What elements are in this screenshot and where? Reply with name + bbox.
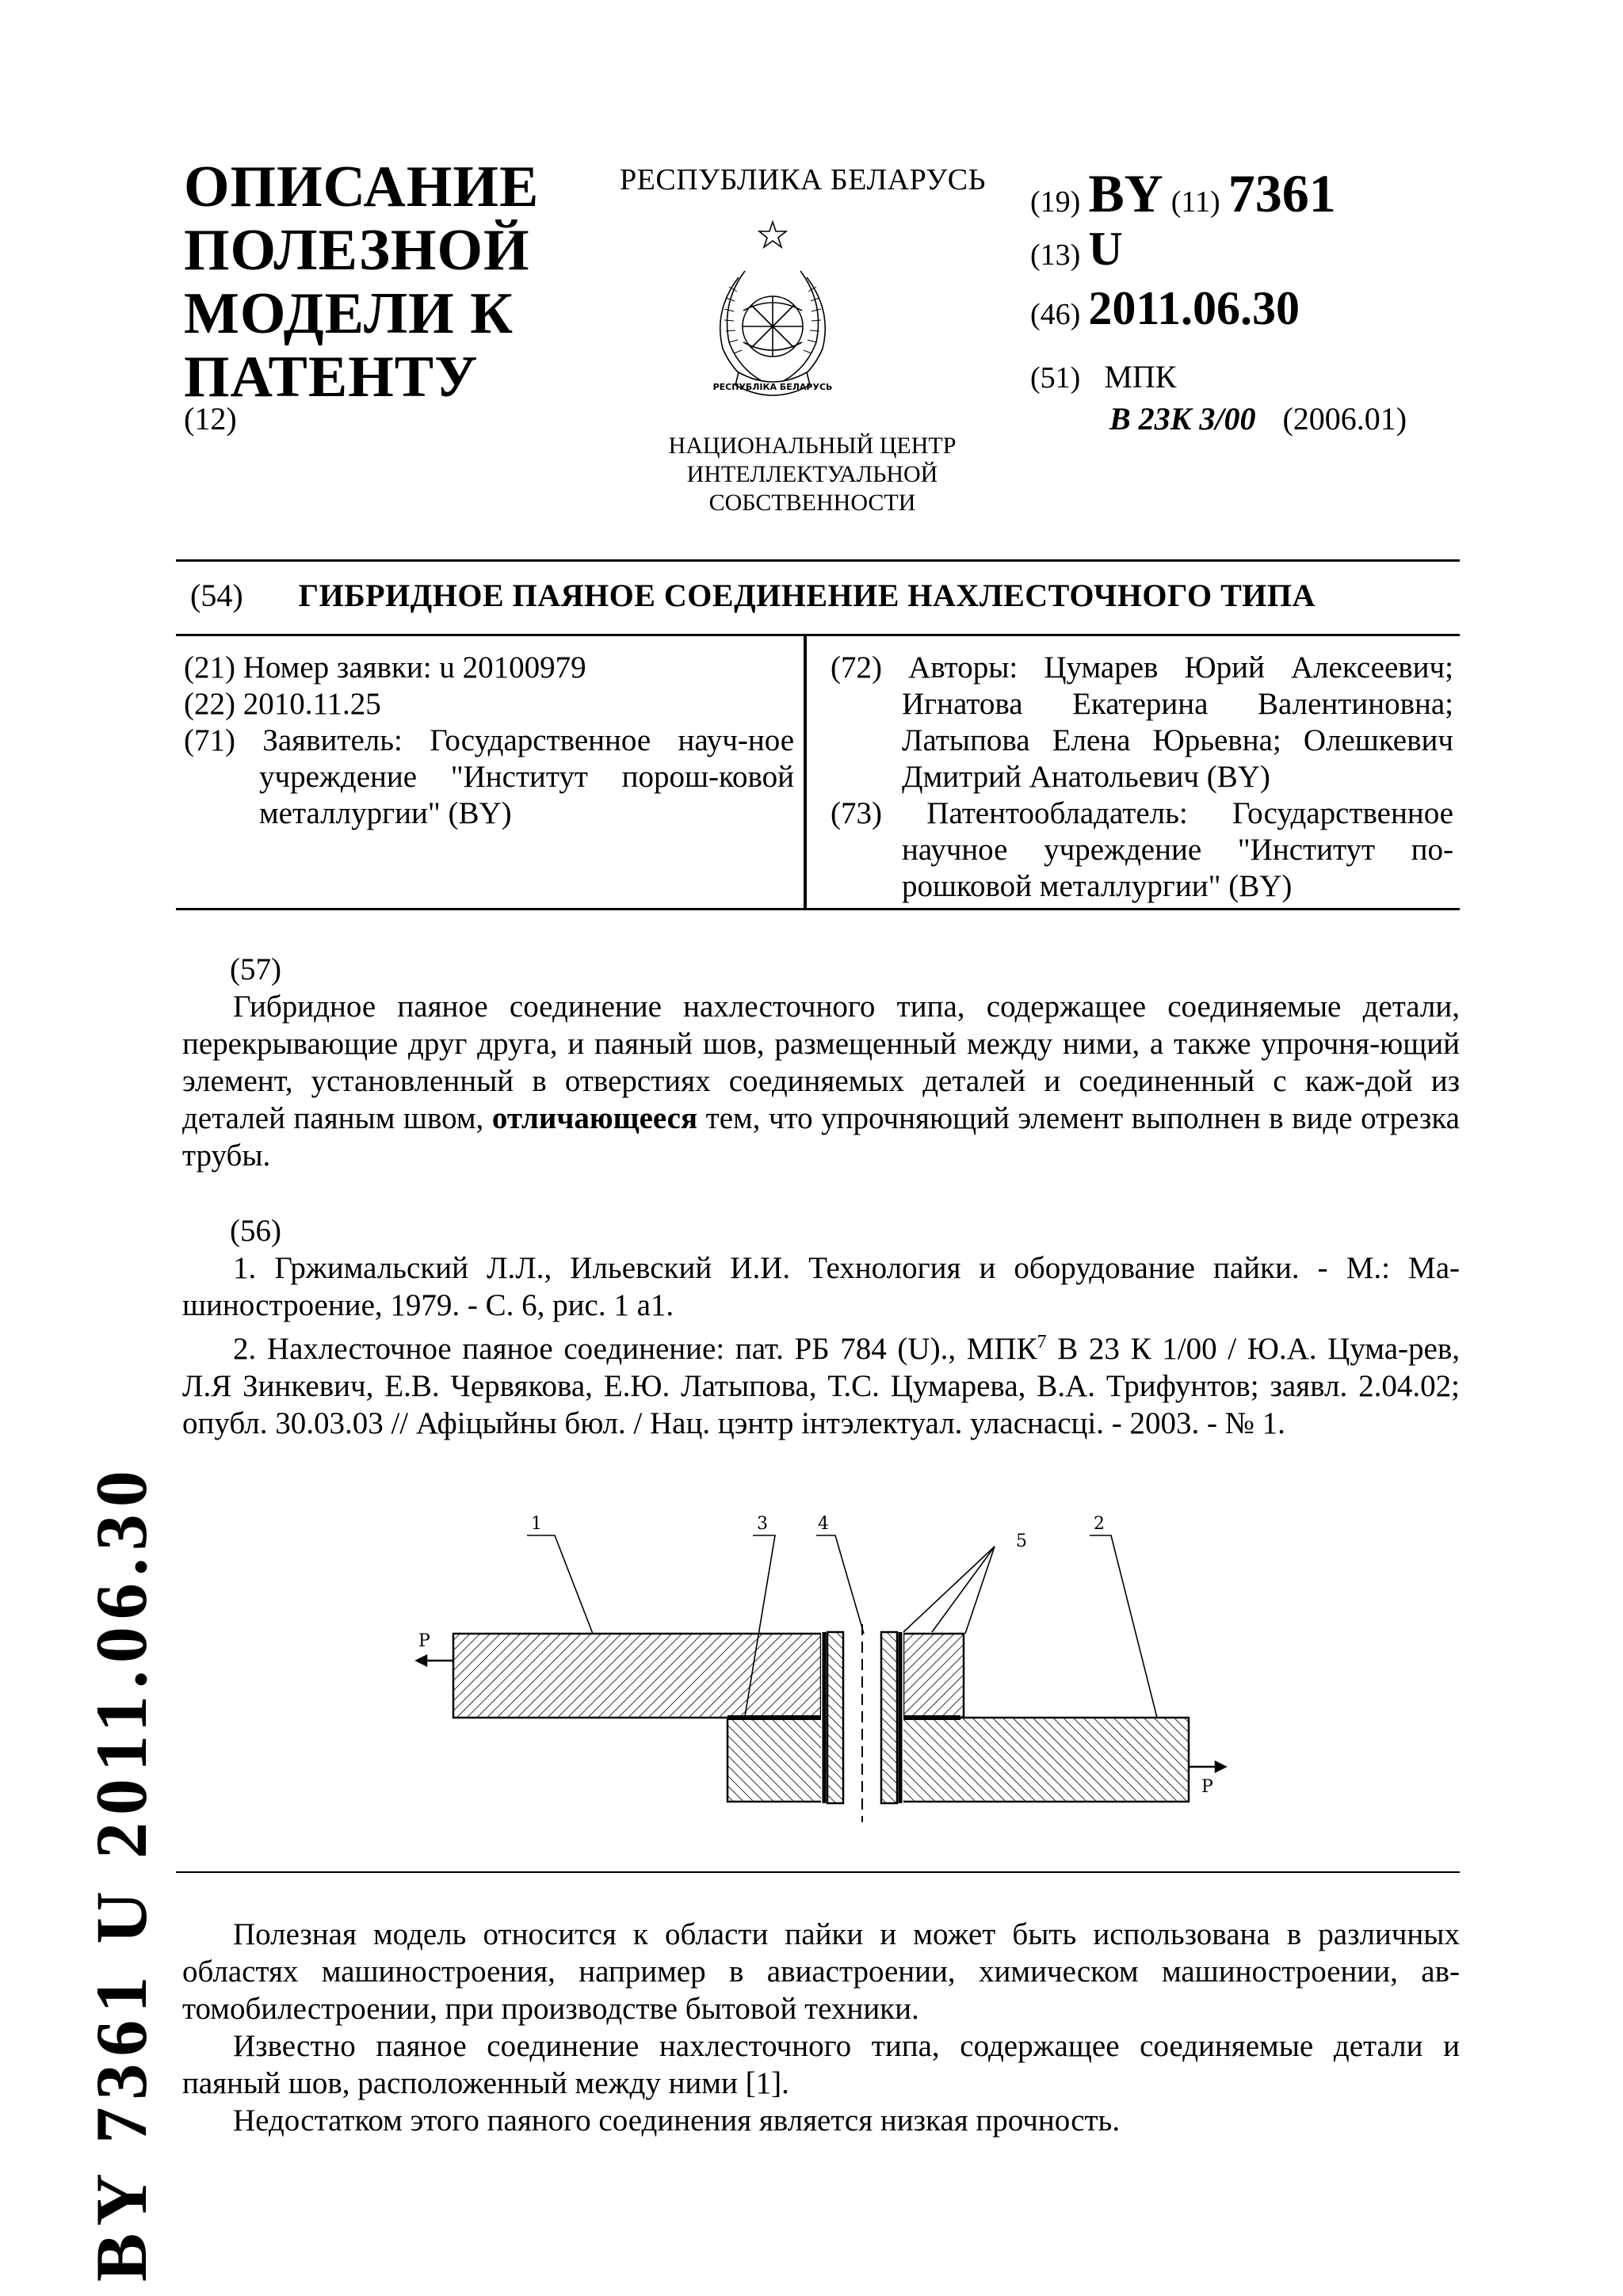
inid-54: (54) [190, 578, 243, 613]
country-code: BY [1088, 163, 1163, 223]
label-1: 1 [531, 1514, 542, 1534]
patent-number: 7361 [1228, 163, 1336, 223]
title-line: ПОЛЕЗНОЙ [184, 218, 530, 283]
emblem-ribbon-text: РЕСПУБЛІКА БЕЛАРУСЬ [712, 382, 833, 392]
divider [176, 634, 1460, 636]
references-section [182, 1212, 1460, 1442]
inid-11: (11) [1170, 185, 1220, 219]
office-name-line: ИНТЕЛЛЕКТУАЛЬНОЙ [686, 461, 938, 487]
reference-2-post: В 23 К 1/00 / Ю.А. Цума-рев, Л.Я Зинкевич, Е.В. Червякова, Е.Ю. Латыпова, Т.С. Цумарева, В.А. Трифунтов; заявл. 2.04.02; опубл. 30.03.03 // Афіцыйны бюл. / Нац. цэнтр інтэлектуал. уласнасці. - 2003. - № 1. [182, 1332, 1460, 1440]
label-force-right: P [1201, 1777, 1213, 1797]
reference-2-pre: 2. Нахлесточное паяное соединение: пат. РБ 784 (U)., МПК [233, 1332, 1037, 1366]
title-line: ОПИСАНИЕ [184, 154, 540, 219]
authors-column [831, 650, 1453, 905]
claim-text-post: тем, что упрочняющий элемент выполнен в виде отрезка трубы. [182, 1101, 1460, 1173]
divider [176, 908, 1460, 910]
divider [176, 559, 1460, 562]
filing-date: (22) 2010.11.25 [184, 687, 381, 721]
divider [176, 1871, 1460, 1873]
republic-name: РЕСПУБЛИКА БЕЛАРУСЬ [620, 163, 986, 196]
ipc-class: B 23K 3/00 [1109, 401, 1256, 437]
label-5: 5 [1016, 1531, 1027, 1551]
bib-kind [1030, 222, 1123, 277]
office-name [634, 432, 991, 517]
inid-51: (51) [1030, 361, 1081, 395]
claim-characterizing-word: отличающееся [491, 1101, 698, 1135]
reference-1: 1. Гржимальский Л.Л., Ильевский И.И. Технология и оборудование пайки. - М.: Ма-шиностроение, 1979. - С. 6, рис. 1 а1. [182, 1251, 1460, 1322]
title-line: МОДЕЛИ К [184, 281, 514, 346]
state-emblem [697, 215, 848, 414]
tube-wall-right [881, 1632, 897, 1803]
label-force-left: P [418, 1631, 430, 1651]
inid-57: (57) [230, 952, 281, 986]
inid-13: (13) [1030, 238, 1081, 272]
column-divider [804, 634, 807, 910]
joint-drawing [396, 1505, 1236, 1854]
reference-2 [182, 1324, 1460, 1442]
document-title [184, 155, 596, 409]
invention-title [190, 577, 1316, 614]
inid-19: (19) [1030, 185, 1081, 219]
bib-ipc [1030, 358, 1176, 395]
tube-wall-left [827, 1632, 843, 1803]
ipc-version: (2006.01) [1282, 401, 1407, 437]
label-2: 2 [1094, 1514, 1105, 1534]
claim-section [182, 951, 1460, 1174]
description-body [182, 1916, 1460, 2139]
invention-title-text: ГИБРИДНОЕ ПАЯНОЕ СОЕДИНЕНИЕ НАХЛЕСТОЧНОГО ТИПА [298, 578, 1316, 613]
inid-12: (12) [184, 401, 237, 437]
applicant-column [184, 650, 794, 832]
body-paragraph: Недостатком этого паяного соединения является низкая прочность. [233, 2103, 1121, 2138]
application-number: (21) Номер заявки: u 20100979 [184, 650, 586, 685]
ipc-label: МПК [1104, 359, 1177, 395]
bib-date [1030, 281, 1300, 336]
body-paragraph: Полезная модель относится к области пайки и может быть использована в различных областях машиностроения, например в авиастроении, химическом машиностроении, ав-томобилестроении, при производстве бытовой техники. [182, 1917, 1460, 2026]
patent-owner: (73) Патентообладатель: Государственное научное учреждение "Институт по-рошковой металлургии" (BY) [831, 796, 1453, 903]
title-line: ПАТЕНТУ [184, 345, 479, 410]
authors: (72) Авторы: Цумарев Юрий Алексеевич; Игнатова Екатерина Валентиновна; Латыпова Елена Юрьевна; Олешкевич Дмитрий Анатольевич (BY) [831, 650, 1453, 794]
label-4: 4 [818, 1514, 829, 1534]
ipc-classification [1109, 400, 1407, 437]
applicant: (71) Заявитель: Государственное науч-ное учреждение "Институт порош-ковой металлургии" (BY) [184, 723, 794, 830]
claim-text-pre: Гибридное паяное соединение нахлесточного типа, содержащее соединяемые детали, перекрывающие друг друга, и паяный шов, размещенный между ними, а также упрочня-ющий элемент, установленный в отверстиях соединяемых деталей и соединенный с каж-дой из деталей паяным швом, [182, 990, 1460, 1135]
reference-2-sup: 7 [1037, 1332, 1047, 1352]
part-1-upper [453, 1634, 821, 1718]
label-3: 3 [757, 1514, 768, 1534]
inid-46: (46) [1030, 298, 1081, 331]
claim-text [182, 988, 1460, 1174]
office-name-line: НАЦИОНАЛЬНЫЙ ЦЕНТР [668, 433, 957, 459]
side-document-code: BY 7361 U 2011.06.30 [81, 1463, 162, 2282]
kind-code: U [1088, 223, 1123, 275]
part-1-right [903, 1634, 964, 1718]
publication-date: 2011.06.30 [1088, 282, 1300, 334]
part-2-lower [727, 1718, 1189, 1802]
office-name-line: СОБСТВЕННОСТИ [708, 490, 916, 516]
body-paragraph: Известно паяное соединение нахлесточного типа, содержащее соединяемые детали и паяный шов, расположенный между ними [1]. [182, 2029, 1460, 2100]
inid-56: (56) [230, 1214, 281, 1248]
bib-country-number [1030, 162, 1336, 225]
